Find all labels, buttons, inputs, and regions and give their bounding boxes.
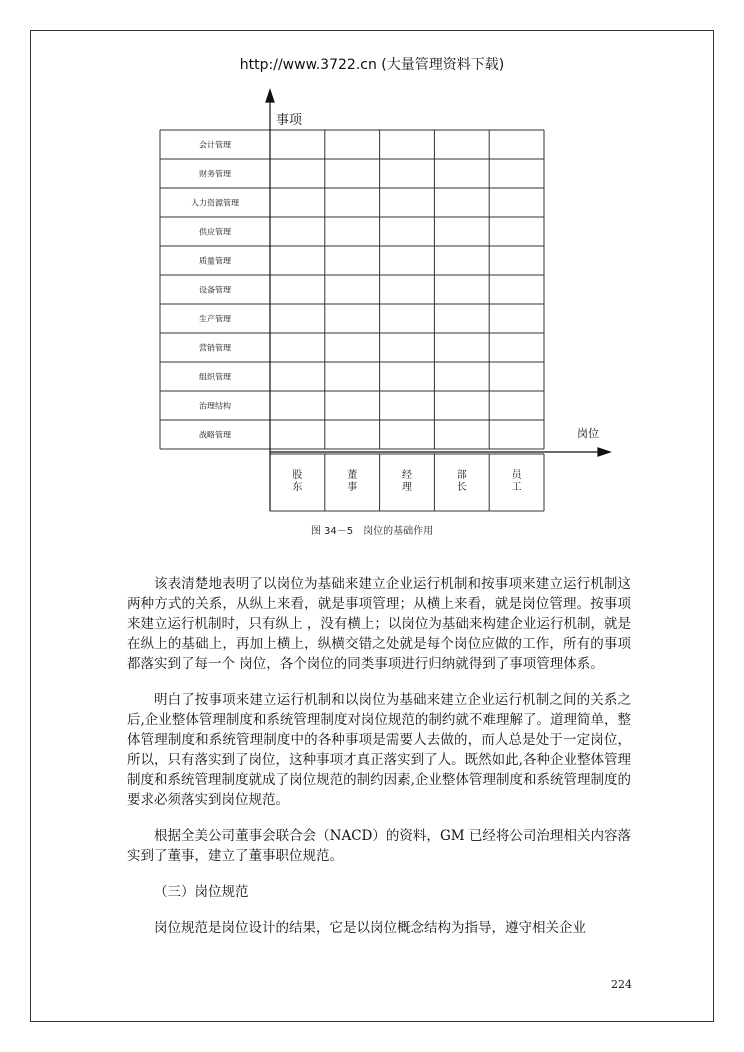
section-heading: （三）岗位规范 — [154, 884, 249, 900]
figure-caption: 图 34－5 岗位的基础作用 — [310, 526, 434, 537]
row-label: 人力资源管理 — [191, 198, 239, 208]
column-label-char: 董 — [347, 470, 358, 481]
column-label-char: 工 — [511, 482, 522, 493]
column-label-char: 经 — [402, 470, 412, 481]
row-label: 组织管理 — [199, 372, 231, 382]
column-label-char: 东 — [292, 482, 303, 493]
row-label: 会计管理 — [199, 140, 231, 150]
page-number: 224 — [611, 978, 632, 991]
paragraph-3: 根据全美公司董事会联合会（NACD）的资料，GM 已经将公司治理相关内容落实到了董事，建立了董事职位规范。 — [127, 828, 631, 864]
row-label: 质量管理 — [199, 256, 231, 266]
x-axis-label: 岗位 — [577, 427, 599, 440]
header-url: http://www.3722.cn (大量管理资料下载) — [239, 57, 505, 73]
row-label: 设备管理 — [199, 285, 231, 295]
body-text — [127, 574, 631, 954]
column-label-char: 部 — [456, 470, 467, 481]
row-label: 供应管理 — [199, 227, 231, 237]
paragraph-2: 明白了按事项来建立运行机制和以岗位为基础来建立企业运行机制之间的关系之后,企业整体管理制度和系统管理制度对岗位规范的制约就不难理解了。道理简单，整体管理制度和系统管理制度中的各种事项是需要人去做的，而人总是处于一定岗位，所以，只有落实到了岗位，这种事项才真正落实到了人。既然如此,各种企业整体管理制度和系统管理制度就成了岗位规范的制约因素,企业整体管理制度和系统管理制度的要求必须落实到岗位规范。 — [127, 692, 631, 808]
row-label: 财务管理 — [199, 169, 231, 179]
paragraph-1: 该表清楚地表明了以岗位为基础来建立企业运行机制和按事项来建立运行机制这两种方式的关系，从纵上来看，就是事项管理；从横上来看，就是岗位管理。按事项来建立运行机制时，只有纵上 ，没有横上；以岗位为基础来构建企业运行机制，就是在纵上的基础上，再加上横上，纵横交错之处就是每个岗位应做的工作，所有的事项都落实到了每一个 岗位，各个岗位的同类事项进行归纳就得到了事项管理体系。 — [127, 576, 631, 672]
column-label-char: 股 — [292, 470, 303, 481]
y-axis-label: 事项 — [276, 113, 303, 128]
row-label: 营销管理 — [199, 343, 231, 353]
column-label-char: 员 — [511, 470, 522, 481]
x-axis-arrow-icon — [598, 448, 610, 456]
column-label-char: 事 — [347, 482, 358, 493]
row-label: 治理结构 — [199, 401, 231, 411]
paragraph-4: 岗位规范是岗位设计的结果，它是以岗位概念结构为指导，遵守相关企业 — [154, 920, 586, 936]
row-label: 生产管理 — [199, 314, 231, 324]
column-label-char: 理 — [402, 482, 412, 493]
y-axis-arrow-icon — [266, 90, 274, 102]
row-label: 战略管理 — [199, 430, 231, 440]
column-label-char: 长 — [456, 482, 467, 493]
